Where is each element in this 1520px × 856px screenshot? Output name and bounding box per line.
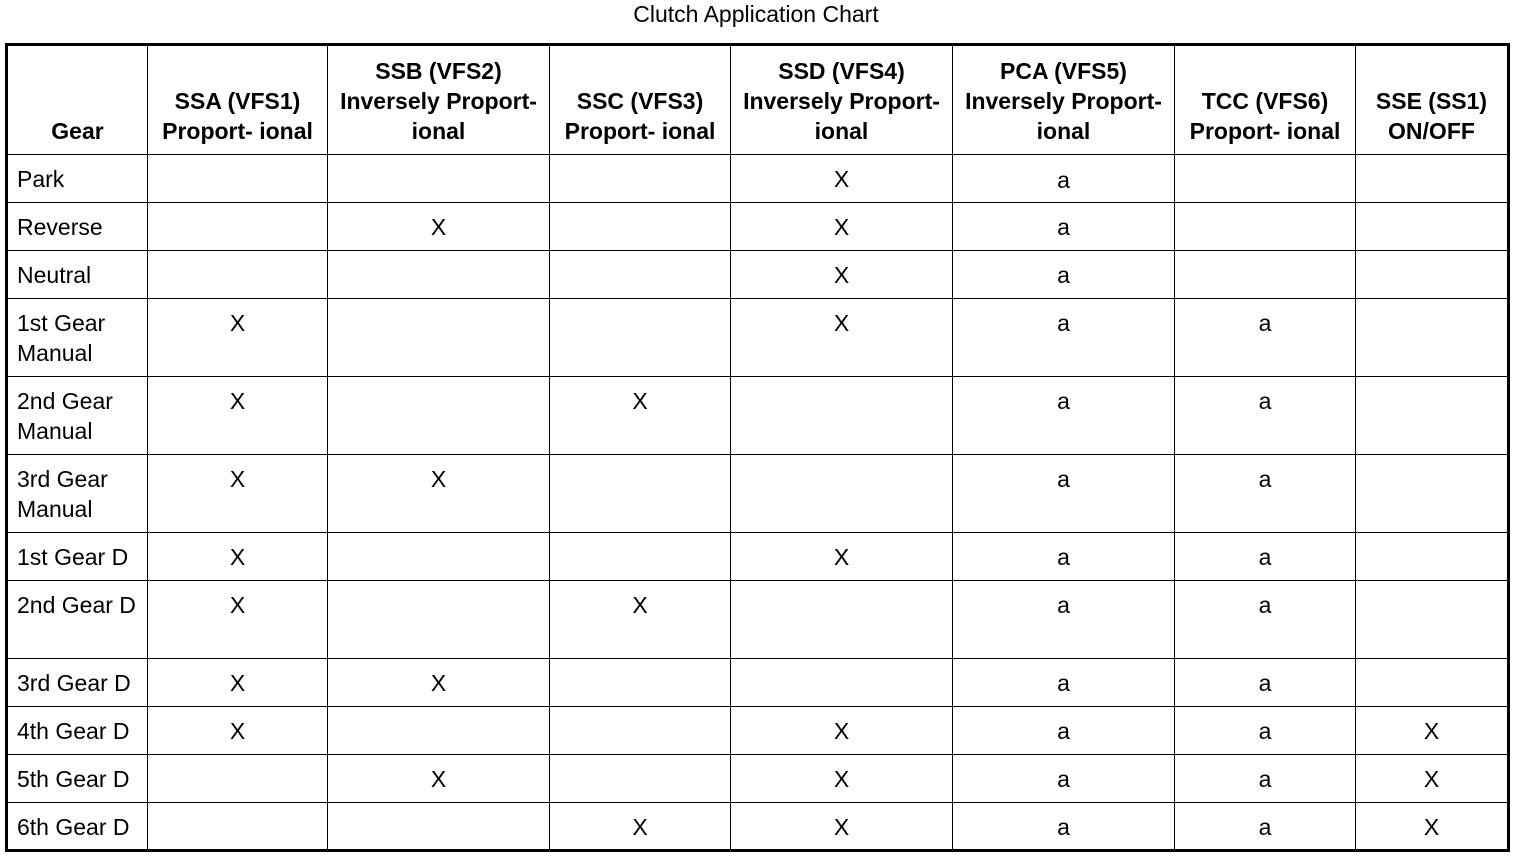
- table-row: [7, 581, 1509, 659]
- cell-ssd: X: [731, 803, 953, 851]
- table-row: [7, 659, 1509, 707]
- cell-ssc: [550, 251, 731, 299]
- cell-ssd: [731, 377, 953, 455]
- cell-sse: [1356, 203, 1509, 251]
- cell-ssc: X: [550, 581, 731, 659]
- cell-sse: [1356, 251, 1509, 299]
- table-row: [7, 251, 1509, 299]
- header-row: [7, 45, 1509, 155]
- cell-ssc: [550, 533, 731, 581]
- cell-ssb: [328, 707, 550, 755]
- gear-cell: 1st Gear D: [7, 533, 148, 581]
- cell-pca: a: [953, 581, 1175, 659]
- cell-ssa: X: [148, 533, 328, 581]
- column-header-gear: Gear: [7, 45, 148, 155]
- cell-pca: a: [953, 377, 1175, 455]
- cell-ssb: [328, 377, 550, 455]
- cell-ssd: X: [731, 533, 953, 581]
- cell-ssb: [328, 155, 550, 203]
- table-row: [7, 299, 1509, 377]
- cell-pca: a: [953, 455, 1175, 533]
- table-row: [7, 707, 1509, 755]
- cell-pca: a: [953, 155, 1175, 203]
- cell-ssa: [148, 755, 328, 803]
- gear-cell: 1st Gear Manual: [7, 299, 148, 377]
- cell-ssb: [328, 251, 550, 299]
- column-header-sse: SSE (SS1) ON/OFF: [1356, 45, 1509, 155]
- cell-ssc: [550, 755, 731, 803]
- cell-sse: [1356, 533, 1509, 581]
- cell-ssa: [148, 803, 328, 851]
- cell-pca: a: [953, 533, 1175, 581]
- cell-ssd: X: [731, 155, 953, 203]
- cell-ssd: [731, 455, 953, 533]
- cell-ssc: [550, 455, 731, 533]
- table-row: [7, 203, 1509, 251]
- cell-ssa: X: [148, 707, 328, 755]
- cell-pca: a: [953, 203, 1175, 251]
- column-header-ssc: SSC (VFS3) Proport- ional: [550, 45, 731, 155]
- cell-ssa: X: [148, 377, 328, 455]
- cell-ssc: [550, 203, 731, 251]
- column-header-ssb: SSB (VFS2) Inversely Proport- ional: [328, 45, 550, 155]
- gear-cell: 3rd Gear D: [7, 659, 148, 707]
- cell-ssa: X: [148, 455, 328, 533]
- cell-tcc: [1175, 155, 1356, 203]
- cell-ssa: X: [148, 299, 328, 377]
- table-row: [7, 533, 1509, 581]
- gear-cell: Neutral: [7, 251, 148, 299]
- cell-ssb: X: [328, 203, 550, 251]
- cell-tcc: a: [1175, 455, 1356, 533]
- cell-tcc: a: [1175, 659, 1356, 707]
- cell-tcc: a: [1175, 377, 1356, 455]
- column-header-ssa: SSA (VFS1) Proport- ional: [148, 45, 328, 155]
- cell-ssc: X: [550, 377, 731, 455]
- cell-sse: [1356, 299, 1509, 377]
- column-header-ssd: SSD (VFS4) Inversely Proport- ional: [731, 45, 953, 155]
- page-title: Clutch Application Chart: [633, 1, 879, 27]
- cell-pca: a: [953, 707, 1175, 755]
- cell-ssa: X: [148, 581, 328, 659]
- cell-ssa: [148, 155, 328, 203]
- cell-ssa: X: [148, 659, 328, 707]
- cell-sse: [1356, 659, 1509, 707]
- cell-ssd: [731, 659, 953, 707]
- cell-sse: [1356, 155, 1509, 203]
- cell-tcc: a: [1175, 581, 1356, 659]
- gear-cell: 2nd Gear D: [7, 581, 148, 659]
- cell-tcc: a: [1175, 803, 1356, 851]
- cell-ssc: X: [550, 803, 731, 851]
- cell-pca: a: [953, 659, 1175, 707]
- table-row: [7, 155, 1509, 203]
- table-body: [7, 155, 1509, 851]
- cell-ssa: [148, 251, 328, 299]
- cell-ssc: [550, 707, 731, 755]
- cell-ssc: [550, 299, 731, 377]
- cell-tcc: a: [1175, 707, 1356, 755]
- column-header-tcc: TCC (VFS6) Proport- ional: [1175, 45, 1356, 155]
- cell-tcc: [1175, 203, 1356, 251]
- cell-tcc: a: [1175, 299, 1356, 377]
- cell-sse: [1356, 377, 1509, 455]
- cell-ssb: [328, 803, 550, 851]
- cell-ssc: [550, 155, 731, 203]
- cell-sse: [1356, 455, 1509, 533]
- table-row: [7, 755, 1509, 803]
- cell-ssc: [550, 659, 731, 707]
- gear-cell: Reverse: [7, 203, 148, 251]
- gear-cell: 4th Gear D: [7, 707, 148, 755]
- gear-cell: 6th Gear D: [7, 803, 148, 851]
- cell-tcc: a: [1175, 755, 1356, 803]
- cell-sse: [1356, 581, 1509, 659]
- cell-ssb: [328, 533, 550, 581]
- table-row: [7, 455, 1509, 533]
- cell-ssb: X: [328, 659, 550, 707]
- gear-cell: Park: [7, 155, 148, 203]
- cell-ssd: X: [731, 203, 953, 251]
- cell-ssd: X: [731, 755, 953, 803]
- cell-tcc: [1175, 251, 1356, 299]
- table-row: [7, 377, 1509, 455]
- cell-ssb: [328, 581, 550, 659]
- cell-ssd: X: [731, 299, 953, 377]
- gear-cell: 3rd Gear Manual: [7, 455, 148, 533]
- cell-sse: X: [1356, 707, 1509, 755]
- table-row: [7, 803, 1509, 851]
- cell-pca: a: [953, 299, 1175, 377]
- cell-ssa: [148, 203, 328, 251]
- cell-ssd: [731, 581, 953, 659]
- cell-ssb: [328, 299, 550, 377]
- clutch-application-table: [5, 43, 1510, 852]
- cell-pca: a: [953, 803, 1175, 851]
- column-header-pca: PCA (VFS5) Inversely Proport- ional: [953, 45, 1175, 155]
- cell-ssd: X: [731, 251, 953, 299]
- cell-sse: X: [1356, 803, 1509, 851]
- cell-tcc: a: [1175, 533, 1356, 581]
- cell-pca: a: [953, 755, 1175, 803]
- cell-ssd: X: [731, 707, 953, 755]
- cell-ssb: X: [328, 755, 550, 803]
- cell-pca: a: [953, 251, 1175, 299]
- gear-cell: 2nd Gear Manual: [7, 377, 148, 455]
- gear-cell: 5th Gear D: [7, 755, 148, 803]
- cell-sse: X: [1356, 755, 1509, 803]
- cell-ssb: X: [328, 455, 550, 533]
